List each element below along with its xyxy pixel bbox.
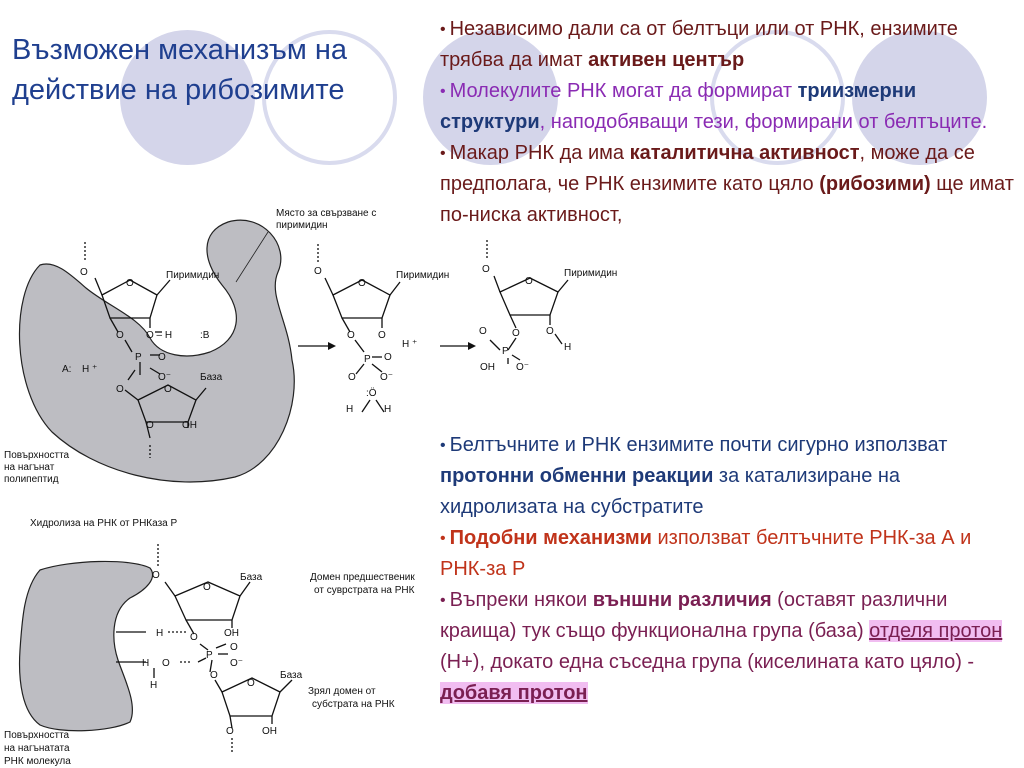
oh-label-2: OH	[480, 362, 495, 373]
base-label-2: База	[240, 572, 263, 583]
o-label-4: O	[116, 384, 124, 395]
o-label-18: O	[162, 658, 170, 669]
p-label-1: P	[135, 352, 142, 363]
binding-site-label-line1: Място за свързване с	[276, 208, 377, 219]
slide-title: Възможен механизъм на действие на рибозимите	[12, 34, 347, 106]
o-minus-label-4: O⁻	[230, 658, 244, 669]
base-label-3: База	[280, 670, 303, 681]
h-label-6: H	[150, 680, 158, 691]
surface-label-2-line1: Повърхността	[4, 730, 70, 741]
binding-site-label-line2: пиримидин	[276, 220, 328, 231]
bullet-dot-icon: •	[440, 437, 446, 454]
bullet-dot-icon: •	[440, 145, 446, 162]
o-label-3: O	[158, 352, 166, 363]
bullet-item	[440, 14, 1015, 76]
mature-label-line1: Зрял домен от	[308, 686, 376, 697]
surface-label-1-line1: Повърхността	[4, 450, 70, 461]
ring-o-label-3: O	[358, 278, 366, 289]
pyrimidine-label-2: Пиримидин	[396, 270, 450, 281]
bullet-text: за катализиране на хидролизата на субстратите	[440, 465, 901, 518]
bullet-text: (H+), докато една съседна група (киселината като цяло) -	[440, 651, 975, 673]
bullet-text: триизмерни структури	[440, 80, 917, 133]
bullet-text: , може да се предполага, че РНК ензимите като цяло	[440, 142, 975, 195]
surface-label-1-line3: полипептид	[4, 474, 59, 485]
o-label-14: O	[479, 326, 487, 337]
o-label-20: O	[226, 726, 234, 737]
o-h-label: O – H	[146, 330, 173, 341]
bullet-item	[440, 76, 1015, 138]
bullet-text: Подобни механизми	[449, 527, 652, 549]
o-minus-label-2: O⁻	[380, 372, 394, 383]
o-label-16: O	[190, 632, 198, 643]
water-h-label-2: H	[384, 404, 392, 415]
o-minus-label: O⁻	[158, 372, 172, 383]
h-label-3: H	[564, 342, 572, 353]
bullet-text: Въпреки някои	[449, 589, 593, 611]
bullet-text: Молекулите РНК могат да формират	[449, 80, 798, 102]
precursor-label-line2: от суврстрата на РНК	[314, 585, 415, 596]
p-label-3: P	[502, 346, 509, 357]
pyrimidine-label-3: Пиримидин	[564, 268, 618, 279]
o-label-5: O	[146, 420, 154, 431]
mature-label-line2: субстрата на РНК	[312, 699, 395, 710]
oh-label-4: OH	[262, 726, 277, 737]
o-label-13: O	[546, 326, 554, 337]
h-plus-label-2: H ⁺	[402, 339, 418, 350]
base-b-label: :B	[200, 330, 210, 341]
bullet-item	[440, 585, 1015, 709]
h-plus-label: H ⁺	[82, 364, 98, 375]
oh-label-1: OH	[182, 420, 197, 431]
o-label-11: O	[482, 264, 490, 275]
surface-label-2-line2: на нагънатата	[4, 743, 70, 754]
bullet-list-top	[440, 14, 1015, 231]
surface-label-1-line2: на нагънат	[4, 462, 55, 473]
bullet-dot-icon: •	[440, 592, 446, 609]
ring-o-label-2: O	[164, 384, 172, 395]
bullet-text: Белтъчните и РНК ензимите почти сигурно използват	[449, 434, 948, 456]
bullet-text: (рибозими)	[819, 173, 931, 195]
folded-polypeptide-shape	[19, 220, 294, 482]
ring-o-label-1: O	[126, 278, 134, 289]
o-label-12: O	[512, 328, 520, 339]
o-label-10: O	[348, 372, 356, 383]
pyrimidine-label: Пиримидин	[166, 270, 220, 281]
h-label-5: H	[142, 658, 150, 669]
bullet-text: Макар РНК да има	[449, 142, 630, 164]
o-label-17: O	[230, 642, 238, 653]
o-label-9: O	[384, 352, 392, 363]
ribonuclease-mechanism-diagram	[0, 200, 640, 500]
water-h-label-1: H	[346, 404, 354, 415]
oh-label-3: OH	[224, 628, 239, 639]
h-label-4: H	[156, 628, 164, 639]
acid-a-label: A:	[62, 364, 72, 375]
folded-rna-shape	[20, 561, 153, 730]
bullet-text: протонни обменни реакции	[440, 465, 714, 487]
ring-o-label-5: O	[203, 582, 211, 593]
base-label-1: База	[200, 372, 223, 383]
bullet-text: отделя протон	[869, 620, 1003, 642]
bullet-text: ще имат по-ниска активност,	[440, 173, 1014, 226]
ring-o-label-4: O	[525, 276, 533, 287]
o-label-15: O	[152, 570, 160, 581]
bullet-text: външни различия	[592, 589, 772, 611]
rnase-p-hydrolysis-diagram	[0, 510, 440, 768]
bullet-dot-icon: •	[440, 530, 446, 547]
bullet-text: активен център	[588, 49, 745, 71]
bullet-text: (оставят различни краища) тук също функционална група (база)	[440, 589, 948, 642]
figure2-title: Хидролиза на РНК от РНКаза Р	[30, 518, 178, 529]
bullet-item	[440, 523, 1015, 585]
o-label-19: O	[210, 670, 218, 681]
bullet-dot-icon: •	[440, 83, 446, 100]
p-label-2: P	[364, 354, 371, 365]
o-label-8: O	[378, 330, 386, 341]
bullet-text: добавя протон	[440, 682, 588, 704]
bullet-text: каталитична активност	[629, 142, 860, 164]
surface-label-2-line3: РНК молекула	[4, 756, 71, 767]
water-o-label: :Ö	[366, 388, 377, 399]
bullet-text: , наподобяващи тези, формирани от белтъците.	[539, 111, 988, 133]
o-label-6: O	[314, 266, 322, 277]
o-label-7: O	[347, 330, 355, 341]
ring-o-label-6: O	[247, 678, 255, 689]
o-minus-label-3: O⁻	[516, 362, 530, 373]
o-label-1: O	[80, 267, 88, 278]
p-label-4: P	[206, 650, 213, 661]
bullet-text: използват белтъчните РНК-за А и РНК-за Р	[440, 527, 972, 580]
bullet-dot-icon: •	[440, 21, 446, 38]
precursor-label-line1: Домен предшественик	[310, 572, 415, 583]
bullet-text: Независимо дали са от белтъци или от РНК, ензимите трябва да имат	[440, 18, 958, 71]
o-label-2: O	[116, 330, 124, 341]
